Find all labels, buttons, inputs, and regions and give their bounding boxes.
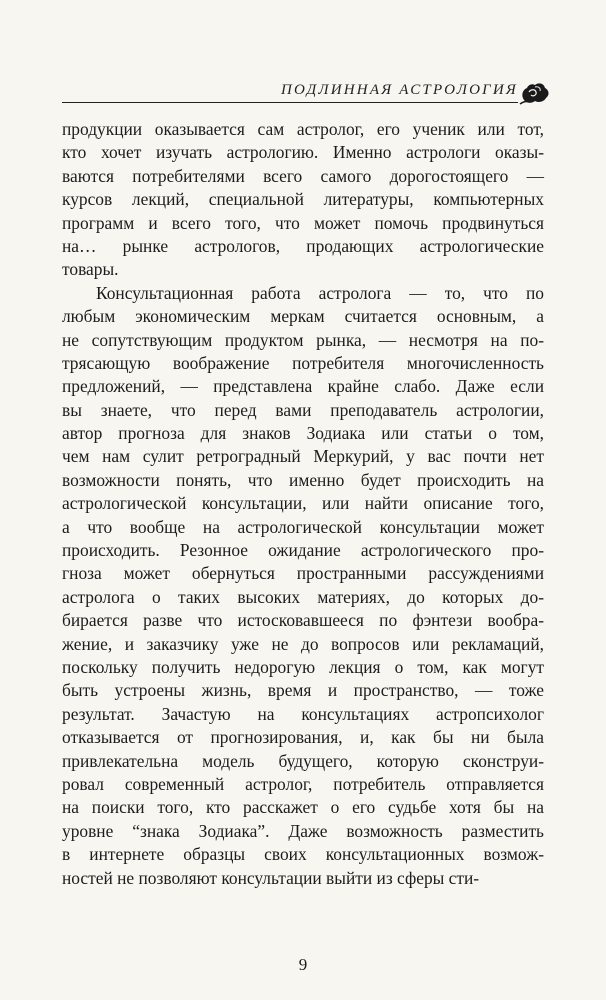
text-line: в интернете образцы своих консультационных возмож- — [62, 844, 544, 865]
page-header — [62, 80, 554, 108]
text-line: привлекательна модель будущего, которую сконструи- — [62, 750, 544, 771]
text-line: ваются потребителями всего самого дорогостоящего — — [62, 165, 544, 186]
paragraph — [62, 118, 544, 282]
text-line: на… рынке астрологов, продающих астрологические — [62, 235, 544, 256]
text-line: чем нам сулит ретроградный Меркурий, у вас почти нет — [62, 446, 544, 467]
text-line: вы знаете, что перед вами преподаватель астрологии, — [62, 399, 544, 420]
text-line: курсов лекций, специальной литературы, компьютерных — [62, 189, 544, 210]
text-line: поскольку получить недорогую лекция о том, как могут — [62, 656, 544, 677]
text-line: уровне “знака Зодиака”. Даже возможность разместить — [62, 820, 544, 841]
text-line: любым экономическим меркам считается основным, а — [62, 306, 544, 327]
text-line: не сопутствующим продуктом рынка, — несмотря на по- — [62, 329, 544, 350]
text-line: кто хочет изучать астрологию. Именно астрологи оказы- — [62, 142, 544, 163]
text-line: отказывается от прогнозирования, и, как бы ни была — [62, 727, 544, 748]
text-line: а что вообще на астрологической консультации может — [62, 516, 544, 537]
page-number: 9 — [298, 955, 308, 974]
text-line: ностей не позволяют консультации выйти из сферы сти- — [62, 867, 480, 888]
body-text — [62, 118, 544, 890]
text-line: жение, и заказчику уже не до вопросов или рекламаций, — [62, 633, 544, 654]
text-line: быть устроены жизнь, время и пространство, — тоже — [62, 680, 544, 701]
text-line: на поиски того, кто расскажет о его судьбе хотя бы на — [62, 797, 544, 818]
paragraph — [62, 282, 544, 890]
text-line: предложений, — представлена крайне слабо. Даже если — [62, 376, 544, 397]
text-line: программ и всего того, что может помочь продвинуться — [62, 212, 544, 233]
text-line: товары. — [62, 259, 119, 280]
text-line: трясающую воображение потребителя многочисленность — [62, 352, 544, 373]
text-line: ровал современный астролог, потребитель отправляется — [62, 773, 544, 794]
text-line: гноза может обернуться пространными рассуждениями — [62, 563, 544, 584]
header-rule — [62, 102, 518, 103]
text-line: автор прогноза для знаков Зодиака или статьи о том, — [62, 423, 544, 444]
rose-icon — [518, 80, 552, 106]
text-line: возможности понять, что именно будет происходить на — [62, 469, 544, 490]
text-line: продукции оказывается сам астролог, его ученик или тот, — [62, 119, 544, 139]
text-line: результат. Зачастую на консультациях астропсихолог — [62, 703, 544, 724]
running-title: ПОДЛИННАЯ АСТРОЛОГИЯ — [280, 82, 518, 98]
text-line: происходить. Резонное ожидание астрологического про- — [62, 540, 544, 561]
text-line: Консультационная работа астролога — то, что по — [96, 282, 544, 303]
text-line: астролога о таких высоких материях, до которых до- — [62, 586, 544, 607]
text-line: астрологической консультации, или найти описание того, — [62, 493, 544, 514]
text-line: бирается разве что истосковавшееся по фэнтези вообра- — [62, 610, 544, 631]
